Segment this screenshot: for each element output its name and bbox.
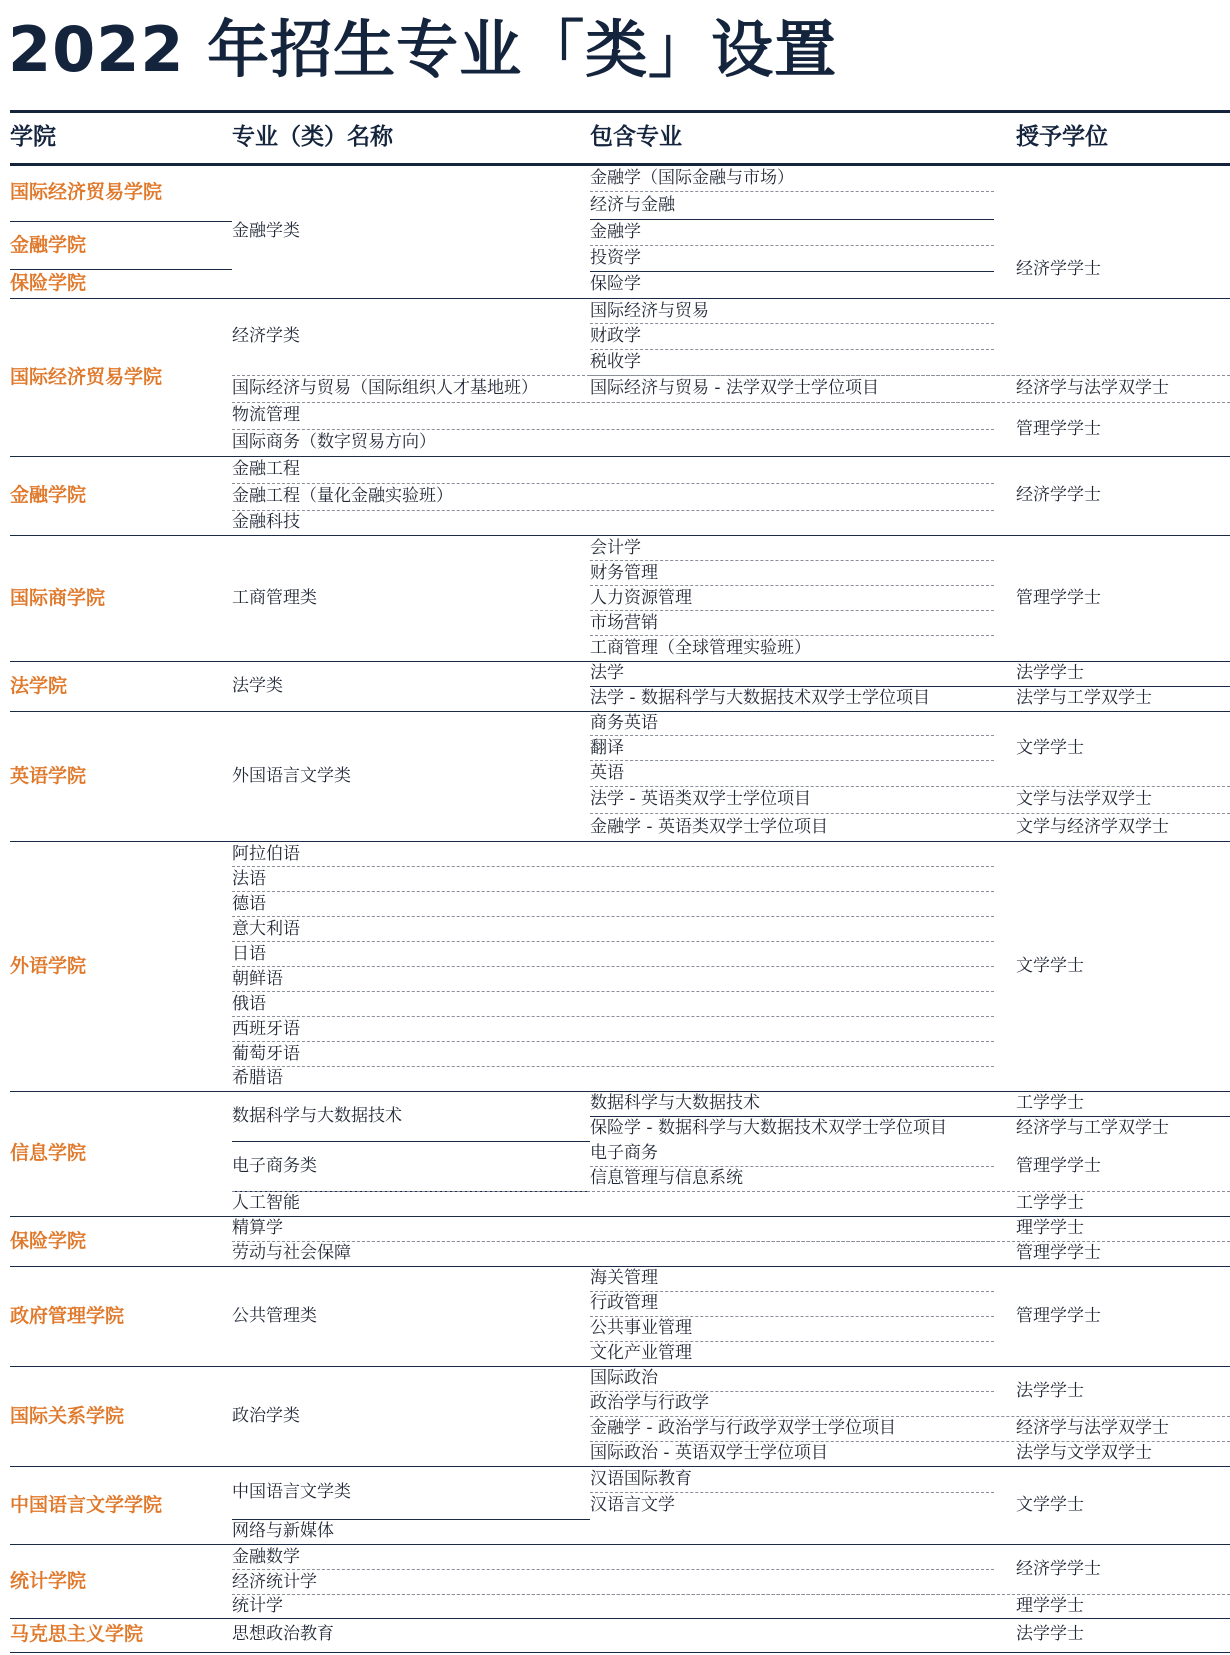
college-name: 法学院 xyxy=(10,674,68,697)
included-major: 税收学 xyxy=(590,351,641,372)
group-divider xyxy=(10,1652,1230,1653)
row-divider xyxy=(590,1492,994,1493)
row-divider xyxy=(232,1066,994,1067)
row-divider xyxy=(590,1441,1230,1442)
included-major: 国际政治 xyxy=(590,1368,658,1388)
included-major: 国际政治 - 英语双学士学位项目 xyxy=(590,1443,828,1463)
group-divider xyxy=(10,841,1230,842)
row-divider xyxy=(590,610,994,611)
row-divider xyxy=(590,760,994,761)
included-major: 法学 xyxy=(590,663,624,683)
included-major: 法学 - 数据科学与大数据技术双学士学位项目 xyxy=(590,688,930,708)
page-title: 2022 年招生专业「类」设置 xyxy=(8,13,838,86)
included-major: 数据科学与大数据技术 xyxy=(590,1093,760,1113)
included-major: 翻译 xyxy=(590,737,624,758)
degree-name: 管理学学士 xyxy=(1016,587,1101,608)
degree-name: 经济学学士 xyxy=(1016,259,1101,279)
degree-name: 管理学学士 xyxy=(1016,418,1101,439)
row-divider xyxy=(590,560,994,561)
group-divider xyxy=(10,298,1230,299)
major-name: 公共管理类 xyxy=(232,1305,317,1326)
row-divider xyxy=(232,510,994,511)
degree-name: 经济学学士 xyxy=(1016,1559,1101,1579)
college-name: 外语学院 xyxy=(10,954,87,977)
degree-name: 经济学与法学双学士 xyxy=(1016,1418,1169,1438)
column-header: 授予学位 xyxy=(1016,124,1108,150)
major-name: 统计学 xyxy=(232,1595,283,1616)
college-name: 国际经济贸易学院 xyxy=(10,365,163,388)
group-divider xyxy=(10,1266,1230,1267)
row-divider xyxy=(590,585,994,586)
row-divider xyxy=(590,191,994,192)
major-name: 阿拉伯语 xyxy=(232,843,300,864)
degree-name: 经济学与工学双学士 xyxy=(1016,1118,1169,1138)
row-divider xyxy=(590,735,994,736)
row-divider xyxy=(232,1519,590,1520)
major-name: 西班牙语 xyxy=(232,1018,300,1039)
row-divider xyxy=(590,1416,1230,1417)
row-divider xyxy=(590,1316,994,1317)
row-divider xyxy=(232,1241,1230,1242)
included-major: 工商管理（全球管理实验班） xyxy=(590,637,811,658)
college-name: 国际关系学院 xyxy=(10,1404,125,1427)
included-major: 电子商务 xyxy=(590,1143,658,1163)
major-name: 意大利语 xyxy=(232,918,300,939)
row-divider xyxy=(232,1141,590,1142)
included-major: 保险学 - 数据科学与大数据技术双学士学位项目 xyxy=(590,1118,947,1138)
degree-name: 法学与文学双学士 xyxy=(1016,1443,1152,1463)
row-divider xyxy=(232,866,994,867)
major-name: 朝鲜语 xyxy=(232,968,283,989)
included-major: 文化产业管理 xyxy=(590,1343,692,1363)
column-header: 包含专业 xyxy=(590,124,682,150)
row-divider xyxy=(590,323,994,324)
degree-name: 管理学学士 xyxy=(1016,1305,1101,1326)
degree-name: 文学学士 xyxy=(1016,738,1084,758)
included-major: 国际经济与贸易 xyxy=(590,300,709,321)
major-name: 俄语 xyxy=(232,993,266,1014)
row-divider xyxy=(590,349,994,350)
degree-name: 文学与法学双学士 xyxy=(1016,789,1152,809)
group-divider xyxy=(10,456,1230,457)
included-major: 信息管理与信息系统 xyxy=(590,1168,743,1188)
row-divider xyxy=(232,375,1230,376)
degree-name: 工学学士 xyxy=(1016,1193,1084,1213)
college-name: 保险学院 xyxy=(10,272,87,294)
degree-name: 文学与经济学双学士 xyxy=(1016,816,1169,837)
row-divider xyxy=(590,1341,994,1342)
group-divider xyxy=(10,1544,1230,1545)
college-name: 英语学院 xyxy=(10,764,87,787)
degree-name: 法学学士 xyxy=(1016,663,1084,683)
included-major: 金融学 - 政治学与行政学双学士学位项目 xyxy=(590,1418,896,1438)
major-name: 国际经济与贸易（国际组织人才基地班） xyxy=(232,378,538,398)
row-divider xyxy=(590,1291,994,1292)
college-name: 国际商学院 xyxy=(10,586,106,609)
college-name: 金融学院 xyxy=(10,484,87,506)
group-divider xyxy=(10,1618,1230,1619)
major-name: 金融科技 xyxy=(232,512,300,532)
included-major: 法学 - 英语类双学士学位项目 xyxy=(590,789,811,809)
major-name: 数据科学与大数据技术 xyxy=(232,1105,402,1126)
college-name: 中国语言文学学院 xyxy=(10,1493,163,1516)
major-name: 金融工程（量化金融实验班） xyxy=(232,486,453,506)
group-divider xyxy=(10,711,1230,712)
college-name: 政府管理学院 xyxy=(10,1304,125,1327)
major-name: 法语 xyxy=(232,868,266,889)
major-name: 法学类 xyxy=(232,675,283,696)
college-name: 金融学院 xyxy=(10,233,87,256)
group-divider xyxy=(10,1466,1230,1467)
row-divider xyxy=(590,1166,994,1167)
table-top-rule xyxy=(10,110,1230,113)
included-major: 英语 xyxy=(590,762,624,783)
included-major: 政治学与行政学 xyxy=(590,1393,709,1413)
included-major: 财政学 xyxy=(590,326,641,346)
major-name: 经济学类 xyxy=(232,326,300,346)
included-major: 保险学 xyxy=(590,274,641,294)
degree-name: 工学学士 xyxy=(1016,1093,1084,1113)
major-name: 金融学类 xyxy=(232,220,300,241)
major-name: 工商管理类 xyxy=(232,587,317,608)
included-major: 金融学 - 英语类双学士学位项目 xyxy=(590,816,828,837)
group-divider xyxy=(10,535,1230,536)
major-name: 经济统计学 xyxy=(232,1571,317,1592)
row-divider xyxy=(232,966,994,967)
college-name: 马克思主义学院 xyxy=(10,1623,144,1645)
college-name: 国际经济贸易学院 xyxy=(10,181,163,203)
included-major: 行政管理 xyxy=(590,1293,658,1313)
included-major: 人力资源管理 xyxy=(590,587,692,608)
group-divider xyxy=(10,1216,1230,1217)
row-divider xyxy=(232,1016,994,1017)
row-divider xyxy=(590,813,1230,814)
major-name: 葡萄牙语 xyxy=(232,1043,300,1064)
row-divider xyxy=(10,269,232,270)
degree-name: 管理学学士 xyxy=(1016,1243,1101,1263)
row-divider xyxy=(232,1191,1230,1192)
degree-name: 经济学学士 xyxy=(1016,485,1101,505)
row-divider xyxy=(590,271,994,272)
included-major: 经济与金融 xyxy=(590,194,675,215)
degree-name: 管理学学士 xyxy=(1016,1155,1101,1176)
degree-name: 经济学与法学双学士 xyxy=(1016,378,1169,398)
row-divider xyxy=(232,429,994,430)
group-divider xyxy=(10,661,1230,662)
included-major: 海关管理 xyxy=(590,1268,658,1288)
major-name: 网络与新媒体 xyxy=(232,1521,334,1541)
row-divider xyxy=(10,221,232,222)
major-name: 德语 xyxy=(232,893,266,914)
group-divider xyxy=(10,1091,1230,1092)
major-name: 金融工程 xyxy=(232,459,300,479)
row-divider xyxy=(232,402,1230,403)
degree-name: 文学学士 xyxy=(1016,955,1084,976)
row-divider xyxy=(232,941,994,942)
college-name: 信息学院 xyxy=(10,1142,87,1164)
row-divider xyxy=(232,916,994,917)
group-divider xyxy=(10,1366,1230,1367)
row-divider xyxy=(590,1116,1230,1117)
included-major: 汉语国际教育 xyxy=(590,1469,692,1489)
included-major: 财务管理 xyxy=(590,562,658,583)
major-name: 劳动与社会保障 xyxy=(232,1243,351,1263)
degree-name: 法学与工学双学士 xyxy=(1016,688,1152,708)
degree-name: 法学学士 xyxy=(1016,1380,1084,1401)
major-name: 金融数学 xyxy=(232,1546,300,1567)
included-major: 汉语言文学 xyxy=(590,1495,675,1515)
major-name: 电子商务类 xyxy=(232,1155,317,1176)
row-divider xyxy=(590,686,1230,687)
college-name: 保险学院 xyxy=(10,1229,87,1252)
college-name: 统计学院 xyxy=(10,1569,87,1592)
included-major: 会计学 xyxy=(590,537,641,558)
included-major: 投资学 xyxy=(590,248,641,268)
column-header: 专业（类）名称 xyxy=(232,124,393,150)
included-major: 商务英语 xyxy=(590,713,658,733)
row-divider xyxy=(590,219,994,220)
row-divider xyxy=(590,1391,994,1392)
row-divider xyxy=(232,1041,994,1042)
major-name: 中国语言文学类 xyxy=(232,1482,351,1502)
major-name: 政治学类 xyxy=(232,1405,300,1426)
row-divider xyxy=(232,483,994,484)
degree-name: 理学学士 xyxy=(1016,1218,1084,1238)
major-name: 希腊语 xyxy=(232,1068,283,1088)
column-header: 学院 xyxy=(10,124,56,150)
row-divider xyxy=(232,891,994,892)
major-name: 思想政治教育 xyxy=(232,1624,334,1644)
major-name: 日语 xyxy=(232,943,266,964)
degree-name: 法学学士 xyxy=(1016,1624,1084,1644)
row-divider xyxy=(590,245,994,246)
major-name: 人工智能 xyxy=(232,1193,300,1213)
major-name: 精算学 xyxy=(232,1218,283,1238)
row-divider xyxy=(590,786,1230,787)
row-divider xyxy=(232,991,994,992)
included-major: 市场营销 xyxy=(590,612,658,633)
degree-name: 理学学士 xyxy=(1016,1595,1084,1616)
included-major: 国际经济与贸易 - 法学双学士学位项目 xyxy=(590,378,879,398)
major-name: 物流管理 xyxy=(232,405,300,425)
included-major: 金融学 xyxy=(590,221,641,242)
row-divider xyxy=(232,1569,994,1570)
major-name: 国际商务（数字贸易方向） xyxy=(232,432,436,452)
row-divider xyxy=(590,635,994,636)
included-major: 公共事业管理 xyxy=(590,1318,692,1338)
major-name: 外国语言文学类 xyxy=(232,765,351,786)
row-divider xyxy=(232,1594,1230,1595)
included-major: 金融学（国际金融与市场） xyxy=(590,167,794,188)
degree-name: 文学学士 xyxy=(1016,1494,1084,1515)
